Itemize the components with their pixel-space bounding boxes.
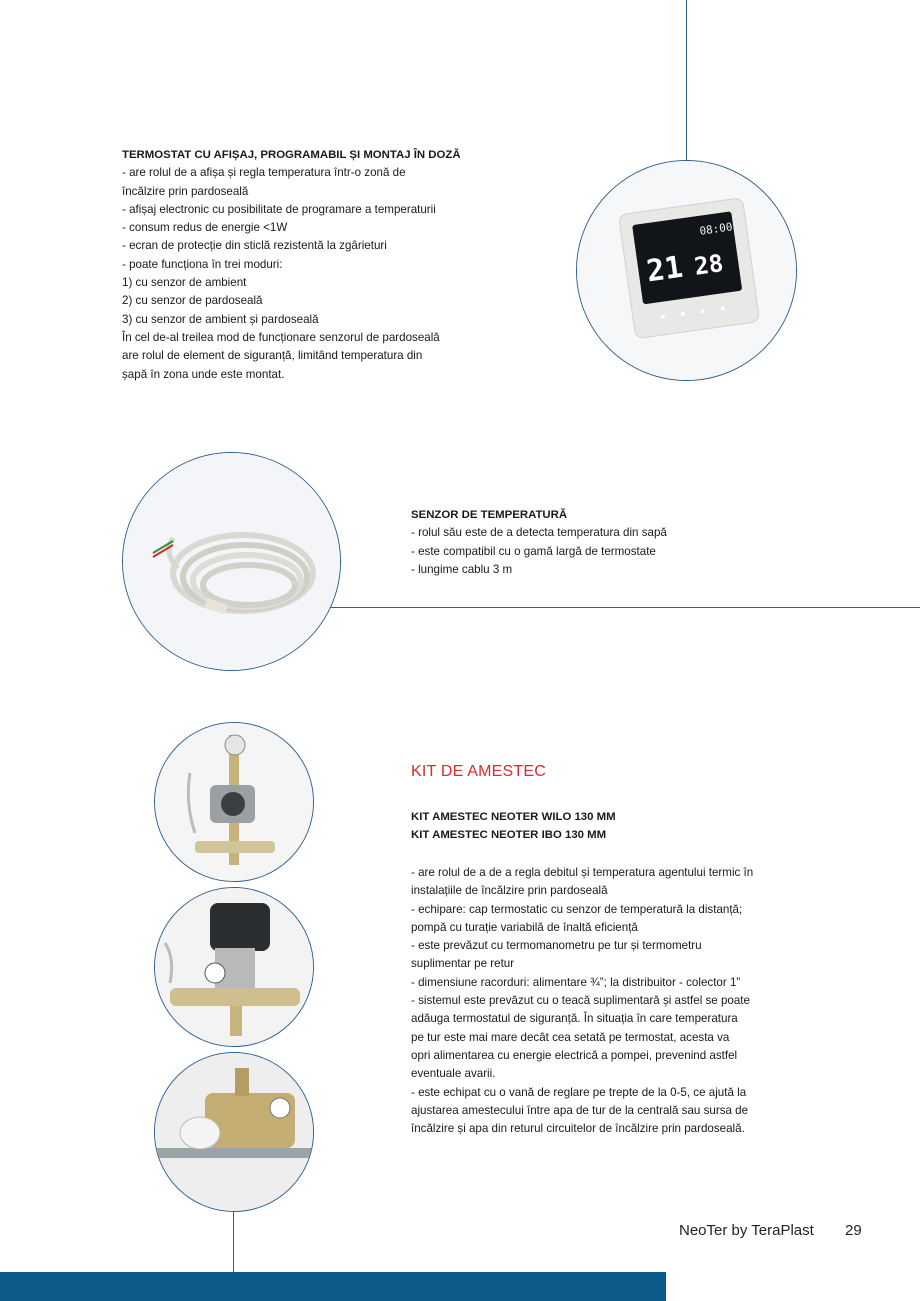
sensor-description: [411, 506, 841, 579]
kit-section-title: KIT DE AMESTEC: [411, 763, 546, 780]
kit-line: - echipare: cap termostatic cu senzor de temperatură la distanță;: [411, 902, 743, 916]
kit-line: - este prevăzut cu termomanometru pe tur și termometru: [411, 939, 702, 953]
mixing-kit-image-3: [154, 1052, 314, 1212]
thermostat-illustration: [577, 161, 797, 381]
sensor-line: - este compatibil cu o gamă largă de termostate: [411, 544, 656, 558]
mixing-kit-illustration-2: [155, 888, 314, 1047]
sensor-image: [122, 452, 341, 671]
sensor-title: SENZOR DE TEMPERATURĂ: [411, 509, 568, 521]
kit-models: [411, 808, 851, 845]
kit-line: - dimensiune racorduri: alimentare ¾”; la distribuitor - colector 1”: [411, 975, 741, 989]
kit-line: eventuale avarii.: [411, 1067, 496, 1081]
thermostat-line: - ecran de protecție din sticlă rezistentă la zgârieturi: [122, 239, 387, 253]
sensor-line: - lungime cablu 3 m: [411, 562, 513, 576]
thermostat-display-time: 08:00: [698, 220, 734, 238]
thermostat-description: [122, 146, 552, 384]
sensor-cable-illustration: [123, 453, 341, 671]
kit-line: pe tur este mai mare decât cea setată pe termostat, acesta va: [411, 1030, 730, 1044]
kit-description: [411, 864, 851, 1138]
thermostat-title: TERMOSTAT CU AFIȘAJ, PROGRAMABIL ȘI MONTAJ ÎN DOZĂ: [122, 149, 461, 161]
mixing-kit-image-2: [154, 887, 314, 1047]
thermostat-line: 2) cu senzor de pardoseală: [122, 294, 263, 308]
thermostat-line: șapă în zona unde este montat.: [122, 367, 285, 381]
thermostat-line: În cel de-al treilea mod de funcționare senzorul de pardoseală: [122, 330, 440, 344]
kit-line: - are rolul de a de a regla debitul și temperatura agentului termic în: [411, 866, 754, 879]
thermostat-line: încălzire prin pardoseală: [122, 184, 249, 198]
thermostat-line: - poate funcționa în trei moduri:: [122, 257, 283, 271]
sensor-line: - rolul său este de a detecta temperatura din sapă: [411, 526, 667, 540]
thermostat-line: - consum redus de energie <1W: [122, 221, 288, 235]
mixing-kit-illustration-3: [155, 1053, 314, 1212]
footer-brand: NeoTer by TeraPlast: [679, 1222, 814, 1239]
thermostat-line: are rolul de element de siguranță, limitând temperatura din: [122, 349, 423, 363]
kit-line: încălzire și apa din returul circuitelor de încălzire prin pardoseală.: [411, 1122, 745, 1136]
kit-line: opri alimentarea cu energie electrică a pompei, prevenind astfel: [411, 1048, 738, 1062]
kit-line: pompă cu turație variabilă de înaltă eficiență: [411, 920, 638, 934]
kit-line: - este echipat cu o vană de reglare pe trepte de la 0-5, ce ajută la: [411, 1085, 747, 1099]
thermostat-line: 3) cu senzor de ambient și pardoseală: [122, 312, 319, 326]
kit-line: suplimentar pe retur: [411, 957, 515, 971]
thermostat-image: [576, 160, 797, 381]
kit-model-wilo: KIT AMESTEC NEOTER WILO 130 MM: [411, 811, 616, 823]
kit-line: ajustarea amestecului între apa de tur de la centrală sau sursa de: [411, 1103, 749, 1117]
kit-line: instalațiile de încălzire prin pardoseală: [411, 884, 608, 898]
kit-line: adăuga termostatul de siguranță. În situația în care temperatura: [411, 1012, 738, 1026]
thermostat-display-right: 28: [692, 249, 726, 281]
kit-line: - sistemul este prevăzut cu o teacă suplimentară și astfel se poate: [411, 994, 750, 1008]
thermostat-line: - are rolul de a afișa și regla temperatura într-o zonă de: [122, 166, 406, 180]
thermostat-line: - afișaj electronic cu posibilitate de programare a temperaturii: [122, 202, 436, 216]
connector-line-top: [686, 0, 687, 160]
thermostat-display-left: 21: [644, 249, 685, 290]
mixing-kit-illustration-1: [155, 723, 314, 882]
page-number: 29: [845, 1222, 862, 1239]
thermostat-line: 1) cu senzor de ambient: [122, 276, 247, 290]
connector-line-middle: [290, 607, 920, 608]
mixing-kit-image-1: [154, 722, 314, 882]
bottom-bar: [0, 1272, 666, 1301]
kit-model-ibo: KIT AMESTEC NEOTER IBO 130 MM: [411, 829, 607, 842]
